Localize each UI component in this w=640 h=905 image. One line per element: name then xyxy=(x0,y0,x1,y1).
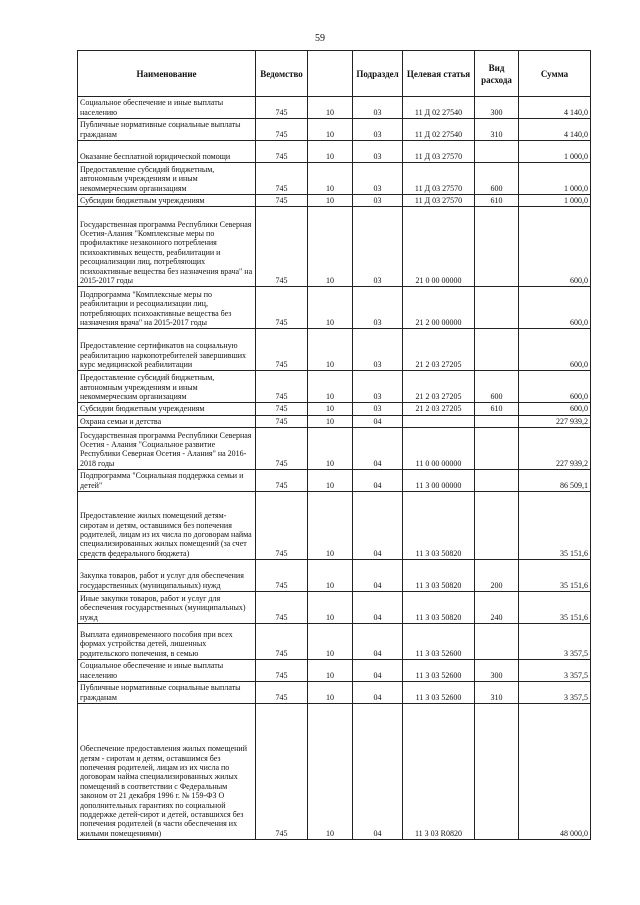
cell-target xyxy=(403,415,475,427)
cell-ministry: 745 xyxy=(256,592,308,624)
table-row xyxy=(78,415,591,427)
table-row xyxy=(78,560,591,592)
cell-subsection: 03 xyxy=(353,119,403,141)
cell-target: 21 0 00 00000 xyxy=(403,207,475,287)
table-row xyxy=(78,207,591,287)
header-section xyxy=(308,51,353,97)
cell-name: Предоставление субсидий бюджетным, автономным учреждениям и иным некоммерческим организациям xyxy=(78,371,256,403)
header-target: Целевая статья xyxy=(403,51,475,97)
cell-expense-type: 600 xyxy=(475,163,519,195)
cell-section: 10 xyxy=(308,119,353,141)
cell-subsection: 04 xyxy=(353,428,403,470)
cell-section: 10 xyxy=(308,329,353,371)
cell-target: 11 Д 03 27570 xyxy=(403,163,475,195)
cell-sum: 86 509,1 xyxy=(519,470,591,492)
table-row xyxy=(78,195,591,207)
table-row xyxy=(78,704,591,840)
cell-section: 10 xyxy=(308,624,353,660)
cell-name: Публичные нормативные социальные выплаты гражданам xyxy=(78,119,256,141)
table-header-row xyxy=(78,51,591,97)
cell-section: 10 xyxy=(308,492,353,560)
cell-ministry: 745 xyxy=(256,119,308,141)
cell-name: Социальное обеспечение и иные выплаты населению xyxy=(78,97,256,119)
cell-subsection: 03 xyxy=(353,141,403,163)
cell-section: 10 xyxy=(308,682,353,704)
cell-sum: 35 151,6 xyxy=(519,492,591,560)
cell-expense-type: 200 xyxy=(475,560,519,592)
cell-subsection: 04 xyxy=(353,560,403,592)
cell-expense-type xyxy=(475,704,519,840)
table-row xyxy=(78,470,591,492)
cell-sum: 227 939,2 xyxy=(519,415,591,427)
table-row xyxy=(78,492,591,560)
cell-expense-type: 300 xyxy=(475,660,519,682)
cell-target: 21 2 03 27205 xyxy=(403,329,475,371)
cell-target: 21 2 03 27205 xyxy=(403,371,475,403)
table-row xyxy=(78,592,591,624)
cell-subsection: 04 xyxy=(353,470,403,492)
cell-name: Предоставление субсидий бюджетным, автономным учреждениям и иным некоммерческим организациям xyxy=(78,163,256,195)
cell-section: 10 xyxy=(308,660,353,682)
table-row xyxy=(78,163,591,195)
cell-name: Охрана семьи и детства xyxy=(78,415,256,427)
cell-section: 10 xyxy=(308,207,353,287)
cell-section: 10 xyxy=(308,415,353,427)
cell-ministry: 745 xyxy=(256,704,308,840)
cell-subsection: 03 xyxy=(353,287,403,329)
cell-sum: 4 140,0 xyxy=(519,97,591,119)
cell-section: 10 xyxy=(308,141,353,163)
cell-section: 10 xyxy=(308,287,353,329)
cell-name: Закупка товаров, работ и услуг для обеспечения государственных (муниципальных) нужд xyxy=(78,560,256,592)
cell-target: 11 Д 03 27570 xyxy=(403,141,475,163)
table-row xyxy=(78,97,591,119)
cell-expense-type: 610 xyxy=(475,195,519,207)
cell-sum: 35 151,6 xyxy=(519,560,591,592)
cell-expense-type xyxy=(475,141,519,163)
cell-ministry: 745 xyxy=(256,207,308,287)
cell-sum: 48 000,0 xyxy=(519,704,591,840)
cell-ministry: 745 xyxy=(256,560,308,592)
cell-name: Оказание бесплатной юридической помощи xyxy=(78,141,256,163)
cell-sum: 600,0 xyxy=(519,207,591,287)
cell-expense-type: 300 xyxy=(475,97,519,119)
cell-name: Государственная программа Республики Северная Осетия - Алания "Социальное развитие Республики Северная Осетия - Алания" на 2016-2018 годы xyxy=(78,428,256,470)
cell-name: Обеспечение предоставления жилых помещений детям - сиротам и детям, оставшимся без попечения родителей, лицам из их числа по договорам найма специализированных жилых помещений в соответствии с Федеральным законом от 21 декабря 1996 г. № 159-ФЗ О дополнительных гарантиях по социальной поддержке детей-сирот и детей, оставшихся без попечения родителей (в части обеспечения их жилыми помещениями) xyxy=(78,704,256,840)
cell-ministry: 745 xyxy=(256,492,308,560)
cell-ministry: 745 xyxy=(256,682,308,704)
cell-name: Субсидии бюджетным учреждениям xyxy=(78,195,256,207)
table-row xyxy=(78,371,591,403)
table-row xyxy=(78,141,591,163)
cell-ministry: 745 xyxy=(256,287,308,329)
cell-target: 11 3 03 52600 xyxy=(403,682,475,704)
table-row xyxy=(78,428,591,470)
header-expense-type: Вид расхода xyxy=(475,51,519,97)
cell-subsection: 03 xyxy=(353,403,403,415)
cell-sum: 3 357,5 xyxy=(519,624,591,660)
cell-name: Подпрограмма "Комплексные меры по реабилитации и ресоциализации лиц, потребляющих психоактивные вещества без назначения врача" на 2015-2017 годы xyxy=(78,287,256,329)
cell-target: 11 3 03 R0820 xyxy=(403,704,475,840)
cell-subsection: 04 xyxy=(353,624,403,660)
cell-sum: 600,0 xyxy=(519,371,591,403)
cell-ministry: 745 xyxy=(256,660,308,682)
cell-name: Подпрограмма "Социальная поддержка семьи и детей" xyxy=(78,470,256,492)
cell-ministry: 745 xyxy=(256,97,308,119)
budget-table xyxy=(77,50,591,840)
cell-expense-type xyxy=(475,428,519,470)
table-row xyxy=(78,682,591,704)
cell-subsection: 04 xyxy=(353,660,403,682)
cell-target: 11 Д 02 27540 xyxy=(403,97,475,119)
cell-expense-type xyxy=(475,470,519,492)
cell-expense-type: 600 xyxy=(475,371,519,403)
cell-target: 11 3 03 50820 xyxy=(403,592,475,624)
cell-name: Иные закупки товаров, работ и услуг для обеспечения государственных (муниципальных) нужд xyxy=(78,592,256,624)
cell-expense-type: 240 xyxy=(475,592,519,624)
cell-subsection: 04 xyxy=(353,415,403,427)
cell-name: Предоставление жилых помещений детям-сиротам и детям, оставшимся без попечения родителей, лицам из их числа по договорам найма специализированных жилых помещений (за счет средств федерального бюджета) xyxy=(78,492,256,560)
cell-expense-type xyxy=(475,207,519,287)
cell-target: 11 3 00 00000 xyxy=(403,470,475,492)
cell-name: Субсидии бюджетным учреждениям xyxy=(78,403,256,415)
cell-ministry: 745 xyxy=(256,141,308,163)
cell-ministry: 745 xyxy=(256,329,308,371)
cell-name: Предоставление сертификатов на социальную реабилитацию наркопотребителей завершивших курс медицинской реабилитации xyxy=(78,329,256,371)
cell-target: 21 2 00 00000 xyxy=(403,287,475,329)
cell-ministry: 745 xyxy=(256,428,308,470)
cell-subsection: 04 xyxy=(353,492,403,560)
table-row xyxy=(78,329,591,371)
cell-target: 11 Д 03 27570 xyxy=(403,195,475,207)
cell-section: 10 xyxy=(308,470,353,492)
cell-target: 11 3 03 50820 xyxy=(403,560,475,592)
cell-target: 21 2 03 27205 xyxy=(403,403,475,415)
header-name: Наименование xyxy=(78,51,256,97)
cell-sum: 4 140,0 xyxy=(519,119,591,141)
cell-section: 10 xyxy=(308,195,353,207)
cell-ministry: 745 xyxy=(256,371,308,403)
cell-expense-type xyxy=(475,329,519,371)
cell-expense-type: 610 xyxy=(475,403,519,415)
cell-expense-type xyxy=(475,287,519,329)
table-row xyxy=(78,624,591,660)
cell-subsection: 03 xyxy=(353,97,403,119)
cell-target: 11 Д 02 27540 xyxy=(403,119,475,141)
page-number: 59 xyxy=(315,33,325,44)
cell-name: Социальное обеспечение и иные выплаты населению xyxy=(78,660,256,682)
header-ministry: Ведомство xyxy=(256,51,308,97)
cell-expense-type xyxy=(475,624,519,660)
cell-ministry: 745 xyxy=(256,624,308,660)
header-subsection: Подраздел xyxy=(353,51,403,97)
cell-name: Выплата единовременного пособия при всех формах устройства детей, лишенных родительского попечения, в семью xyxy=(78,624,256,660)
header-sum: Сумма xyxy=(519,51,591,97)
cell-section: 10 xyxy=(308,428,353,470)
cell-section: 10 xyxy=(308,371,353,403)
cell-target: 11 3 03 52600 xyxy=(403,624,475,660)
cell-sum: 1 000,0 xyxy=(519,163,591,195)
cell-sum: 3 357,5 xyxy=(519,660,591,682)
table-body xyxy=(78,97,591,840)
cell-expense-type: 310 xyxy=(475,682,519,704)
cell-sum: 3 357,5 xyxy=(519,682,591,704)
table-row xyxy=(78,660,591,682)
cell-expense-type xyxy=(475,492,519,560)
cell-section: 10 xyxy=(308,704,353,840)
cell-subsection: 03 xyxy=(353,329,403,371)
cell-subsection: 04 xyxy=(353,682,403,704)
table-row xyxy=(78,287,591,329)
cell-sum: 600,0 xyxy=(519,329,591,371)
cell-section: 10 xyxy=(308,163,353,195)
cell-ministry: 745 xyxy=(256,470,308,492)
cell-sum: 227 939,2 xyxy=(519,428,591,470)
cell-subsection: 04 xyxy=(353,592,403,624)
cell-expense-type xyxy=(475,415,519,427)
cell-section: 10 xyxy=(308,97,353,119)
cell-ministry: 745 xyxy=(256,163,308,195)
cell-name: Государственная программа Республики Северная Осетия-Алания "Комплексные меры по профилактике незаконного потребления психоактивных веществ, реабилитации и ресоциализации лиц, потребляющих психоактивные вещества без назначения врача" на 2015-2017 годы xyxy=(78,207,256,287)
cell-sum: 1 000,0 xyxy=(519,195,591,207)
cell-section: 10 xyxy=(308,560,353,592)
cell-sum: 1 000,0 xyxy=(519,141,591,163)
cell-target: 11 0 00 00000 xyxy=(403,428,475,470)
table-row xyxy=(78,119,591,141)
cell-subsection: 03 xyxy=(353,163,403,195)
cell-ministry: 745 xyxy=(256,403,308,415)
cell-ministry: 745 xyxy=(256,195,308,207)
cell-sum: 600,0 xyxy=(519,287,591,329)
cell-subsection: 03 xyxy=(353,371,403,403)
cell-subsection: 04 xyxy=(353,704,403,840)
cell-target: 11 3 03 52600 xyxy=(403,660,475,682)
cell-section: 10 xyxy=(308,592,353,624)
cell-ministry: 745 xyxy=(256,415,308,427)
cell-sum: 35 151,6 xyxy=(519,592,591,624)
cell-target: 11 3 03 50820 xyxy=(403,492,475,560)
table-row xyxy=(78,403,591,415)
cell-subsection: 03 xyxy=(353,207,403,287)
cell-sum: 600,0 xyxy=(519,403,591,415)
cell-expense-type: 310 xyxy=(475,119,519,141)
cell-section: 10 xyxy=(308,403,353,415)
cell-name: Публичные нормативные социальные выплаты гражданам xyxy=(78,682,256,704)
cell-subsection: 03 xyxy=(353,195,403,207)
